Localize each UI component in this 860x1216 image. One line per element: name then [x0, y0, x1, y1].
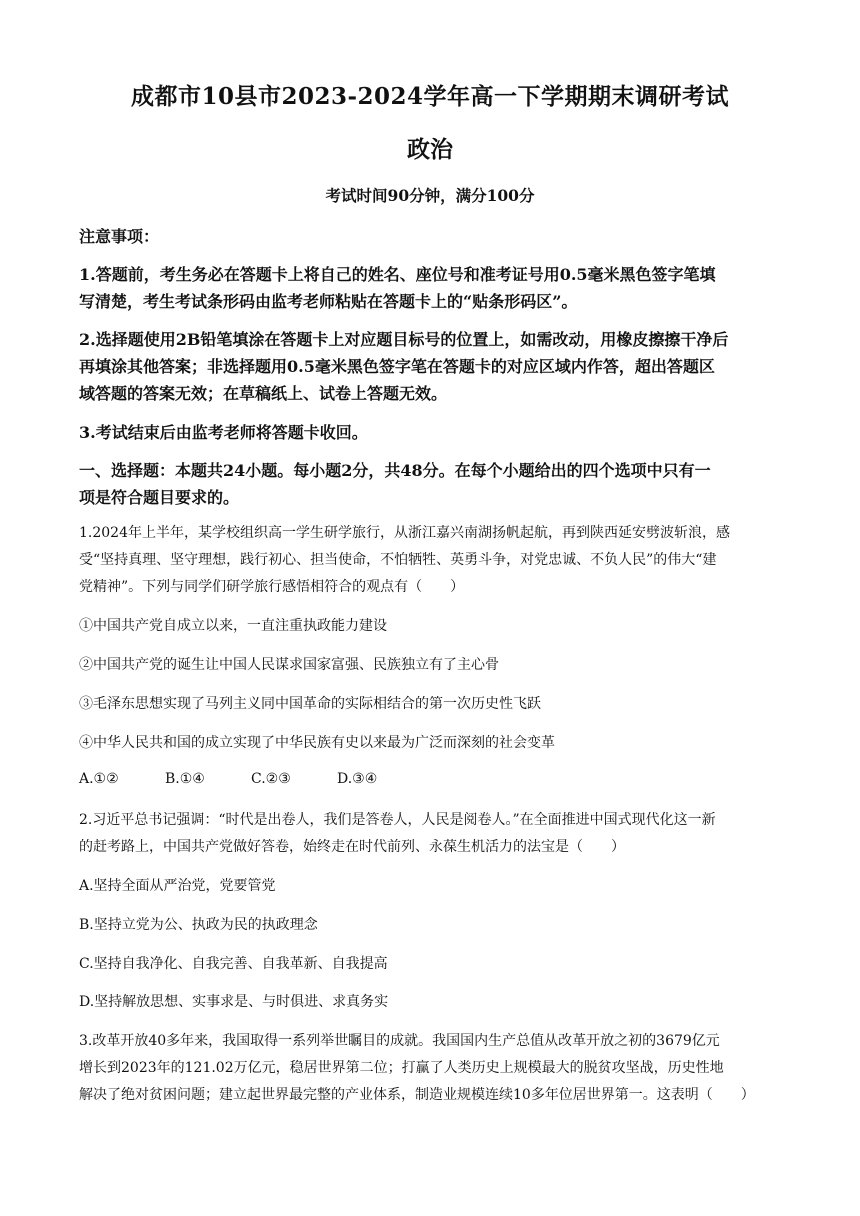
question-1-statement-1: ①中国共产党自成立以来，一直注重执政能力建设 [79, 618, 387, 634]
question-1-statement-2: ②中国共产党的诞生让中国人民谋求国家富强、民族独立有了主心骨 [79, 657, 499, 673]
notice-item-3: 3.考试结束后由监考老师将答题卡收回。 [79, 423, 368, 442]
notice-item-2: 2.选择题使用2B铅笔填涂在答题卡上对应题目标号的位置上，如需改动，用橡皮擦擦干净后 [79, 330, 729, 349]
answer-choice-d: D.③④ [337, 771, 378, 787]
question-2-option-c: C.坚持自我净化、自我完善、自我革新、自我提高 [79, 956, 388, 972]
section-heading: 一、选择题：本题共24小题。每小题2分，共48分。在每个小题给出的四个选项中只有一 [79, 461, 711, 480]
answer-choice-b: B.①④ [165, 771, 205, 787]
exam-title: 成都市10县市2023-2024学年高一下学期期末调研考试 [130, 83, 730, 110]
question-2-option-a: A.坚持全面从严治党，党要管党 [79, 878, 276, 894]
question-1-statement-4: ④中华人民共和国的成立实现了中华民族有史以来最为广泛而深刻的社会变革 [79, 735, 555, 751]
question-2-option-b: B.坚持立党为公、执政为民的执政理念 [79, 917, 318, 933]
question-3-stem-cont2: 解决了绝对贫困问题；建立起世界最完整的产业体系，制造业规模连续10多年位居世界第一。这表明（ ） [79, 1087, 755, 1103]
notice-heading: 注意事项： [79, 227, 160, 246]
question-2-stem-cont: 的赶考路上，中国共产党做好答卷，始终走在时代前列、永葆生机活力的法宝是（ ） [79, 839, 625, 855]
question-3-stem-cont: 增长到2023年的121.02万亿元，稳居世界第二位；打赢了人类历史上规模最大的脱贫攻坚战，历史性地 [79, 1060, 724, 1076]
exam-subject: 政治 [407, 136, 453, 163]
answer-choice-a: A.①② [79, 771, 119, 787]
question-3-stem: 3.改革开放40多年来，我国取得一系列举世瞩目的成就。我国国内生产总值从改革开放之初的3679亿元 [79, 1033, 720, 1049]
question-2-option-d: D.坚持解放思想、实事求是、与时俱进、求真务实 [79, 994, 389, 1010]
question-1-stem-cont2: 党精神”。下列与同学们研学旅行感悟相符合的观点有（ ） [79, 579, 465, 595]
question-1-answer-choices [79, 771, 423, 787]
section-heading-cont: 项是符合题目要求的。 [79, 488, 240, 507]
notice-item-1-cont: 写清楚，考生考试条形码由监考老师粘贴在答题卡上的“贴条形码区”。 [79, 292, 578, 311]
question-1-stem-cont: 受“坚持真理、坚守理想，践行初心、担当使命，不怕牺牲、英勇斗争，对党忠诚、不负人民”的伟大“建 [79, 552, 717, 568]
question-2-stem: 2.习近平总书记强调：“时代是出卷人，我们是答卷人，人民是阅卷人。”在全面推进中国式现代化这一新 [79, 812, 716, 828]
notice-item-2-cont2: 域答题的答案无效；在草稿纸上、试卷上答题无效。 [79, 384, 448, 403]
question-1-statement-3: ③毛泽东思想实现了马列主义同中国革命的实际相结合的第一次历史性飞跃 [79, 696, 541, 712]
notice-item-2-cont: 再填涂其他答案；非选择题用0.5毫米黑色签字笔在答题卡的对应区域内作答，超出答题区 [79, 357, 715, 376]
question-1-stem: 1.2024年上半年，某学校组织高一学生研学旅行，从浙江嘉兴南湖扬帆起航，再到陕西延安劈波斩浪，感 [79, 525, 730, 541]
notice-item-1: 1.答题前，考生务必在答题卡上将自己的姓名、座位号和准考证号用0.5毫米黑色签字笔填 [79, 265, 716, 284]
exam-duration: 考试时间90分钟，满分100分 [325, 186, 535, 205]
answer-choice-c: C.②③ [251, 771, 291, 787]
